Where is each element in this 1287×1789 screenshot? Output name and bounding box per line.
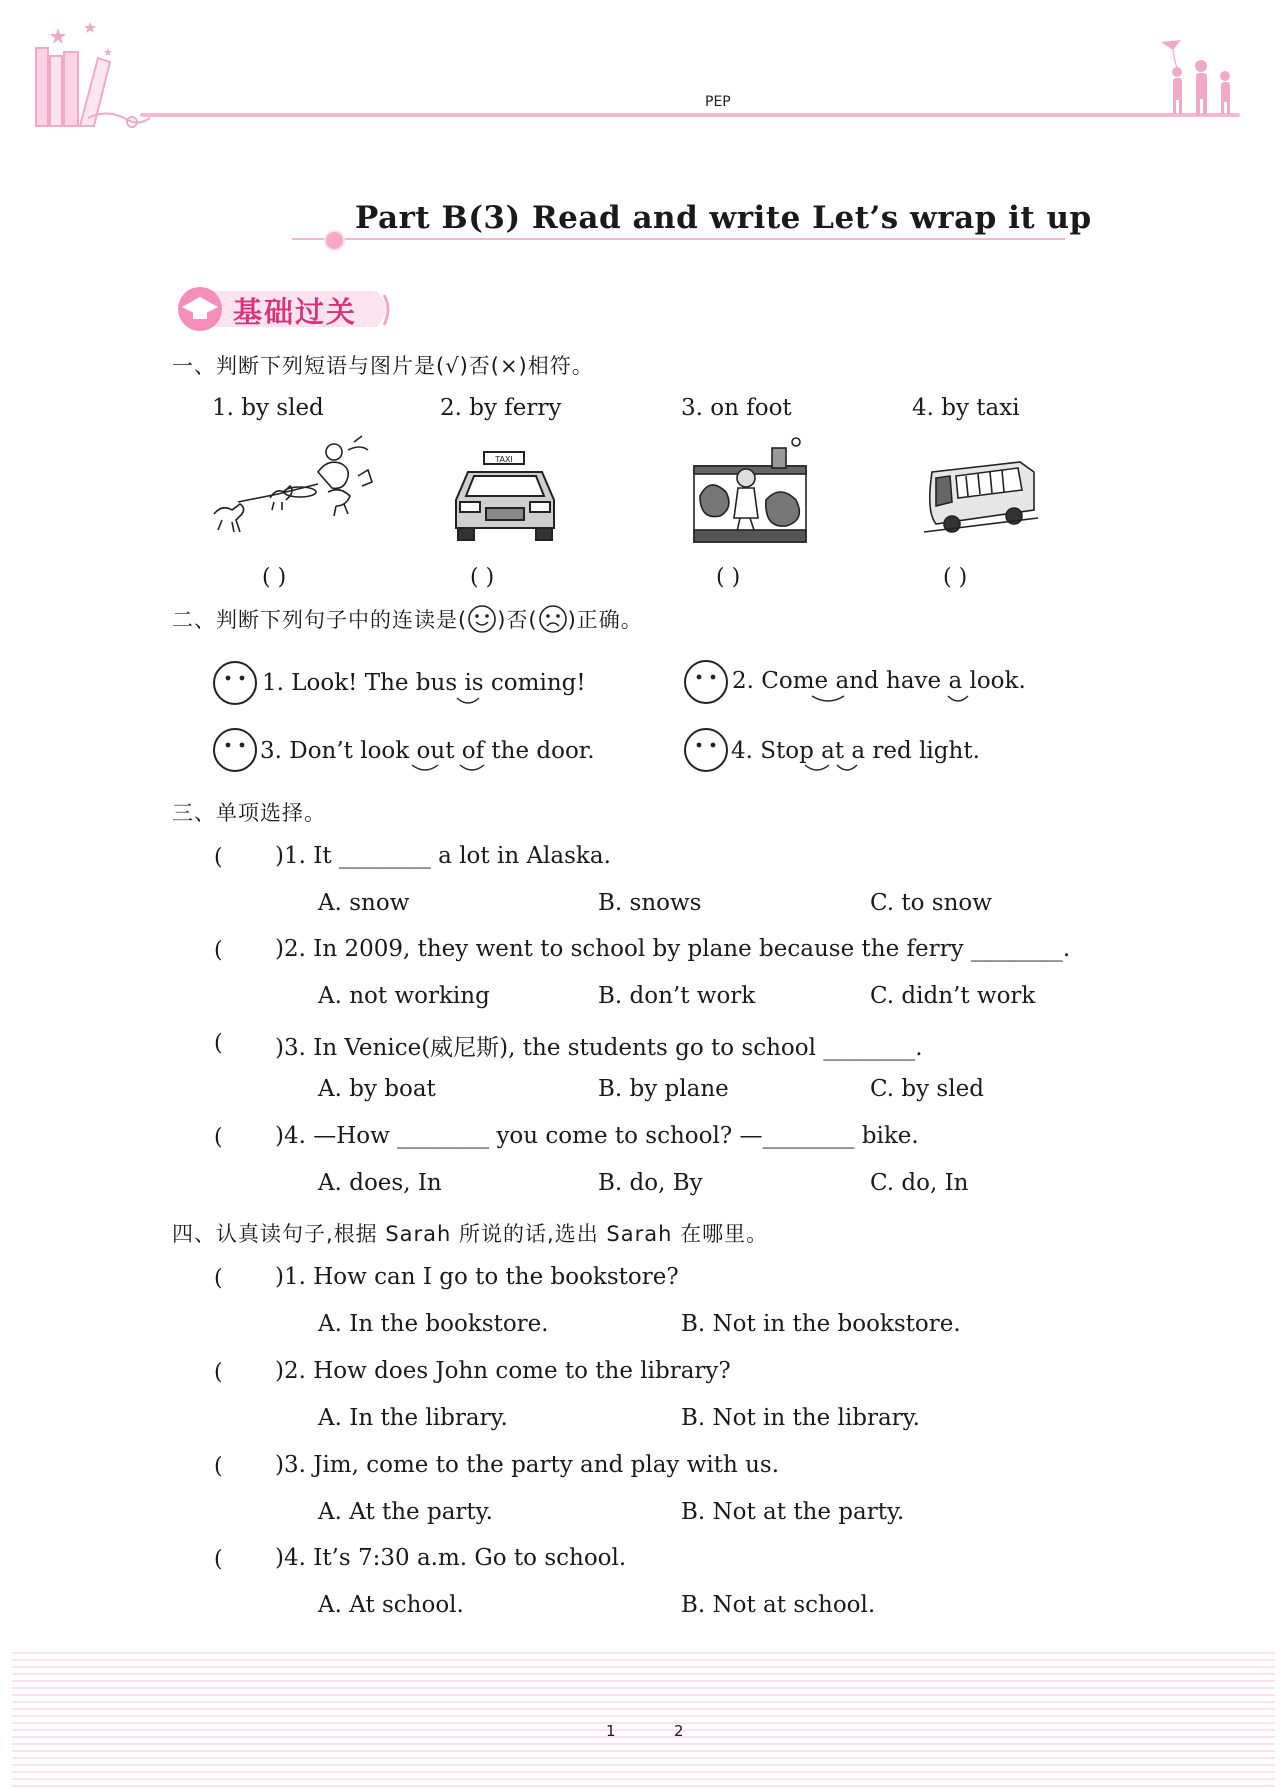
title-dot [324, 230, 345, 251]
s3-q4-stem: )4. —How ________ you come to school? —________ bike. [275, 1123, 919, 1149]
s3-q4-answer-paren[interactable]: ( [214, 1125, 223, 1150]
page-title: Part B(3) Read and write Let’s wrap it up [355, 200, 1092, 236]
s3-q3-answer-paren[interactable]: ( [214, 1031, 223, 1056]
s4-q3-option-a[interactable]: A. At the party. [318, 1499, 493, 1525]
s1-item2-label: 2. by ferry [440, 395, 562, 421]
liaison-mark [455, 696, 481, 706]
section1-heading: 一、判断下列短语与图片是(√)否(×)相符。 [172, 354, 594, 378]
s3-q1-answer-paren[interactable]: ( [214, 845, 223, 870]
s1-answer-blank-3[interactable]: ( ) [716, 565, 741, 590]
s4-q1-answer-paren[interactable]: ( [214, 1266, 223, 1291]
s3-q4-option-a[interactable]: A. does, In [318, 1170, 442, 1196]
s2-item2-text: Come and have a look. [761, 668, 1026, 694]
section3-heading: 三、单项选择。 [172, 801, 326, 825]
s4-q1-option-b[interactable]: B. Not in the bookstore. [681, 1311, 961, 1337]
page-number-right: 2 [674, 1722, 684, 1740]
s3-q2-option-a[interactable]: A. not working [318, 983, 490, 1009]
s4-q4-answer-paren[interactable]: ( [214, 1547, 223, 1572]
s3-q3-option-b[interactable]: B. by plane [598, 1076, 729, 1102]
s4-q2-answer-paren[interactable]: ( [214, 1360, 223, 1385]
page-number-left: 1 [606, 1722, 616, 1740]
s2-item4-num: 4. [731, 738, 753, 764]
s2-item4-text: Stop at a red light. [760, 738, 980, 764]
s2-item3 [260, 738, 595, 764]
series-label: PEP [705, 94, 731, 110]
s4-q1-stem: )1. How can I go to the bookstore? [275, 1264, 679, 1290]
liaison-mark [946, 694, 970, 704]
s2-item2 [732, 668, 1026, 694]
section2-heading-post: )正确。 [567, 608, 643, 632]
s1-item3-label: 3. on foot [681, 395, 792, 421]
book-stack-logo-icon [28, 18, 153, 133]
s4-q2-option-a[interactable]: A. In the library. [318, 1405, 508, 1431]
footer-band [12, 1652, 1275, 1789]
sad-face-icon [538, 604, 568, 634]
happy-face-icon [467, 604, 497, 634]
s4-q4-stem: )4. It’s 7:30 a.m. Go to school. [275, 1545, 627, 1571]
s1-answer-blank-4[interactable]: ( ) [943, 565, 968, 590]
s1-item4-label: 4. by taxi [912, 395, 1020, 421]
s4-q3-answer-paren[interactable]: ( [214, 1454, 223, 1479]
answer-face-blank-3[interactable] [212, 727, 258, 773]
s3-q2-answer-paren[interactable]: ( [214, 938, 223, 963]
s3-q1-option-a[interactable]: A. snow [318, 890, 410, 916]
s3-q4-option-c[interactable]: C. do, In [870, 1170, 969, 1196]
s3-q3-stem: )3. In Venice(威尼斯), the students go to school ________. [275, 1035, 923, 1061]
s2-item1-num: 1. [262, 670, 284, 696]
liaison-mark [803, 763, 831, 773]
liaison-mark [835, 763, 859, 773]
s1-item1-label: 1. by sled [212, 395, 324, 421]
s3-q1-option-c[interactable]: C. to snow [870, 890, 992, 916]
section2-heading-pre: 二、判断下列句子中的连读是( [172, 608, 468, 632]
s2-item3-num: 3. [260, 738, 282, 764]
section4-heading: 四、认真读句子,根据 Sarah 所说的话,选出 Sarah 在哪里。 [172, 1222, 769, 1246]
s4-q3-option-b[interactable]: B. Not at the party. [681, 1499, 905, 1525]
section2-heading [172, 604, 643, 634]
s2-item1 [262, 670, 586, 696]
section-badge-label: 基础过关 [233, 295, 358, 329]
bus-picture [922, 452, 1042, 540]
answer-face-blank-1[interactable] [212, 660, 258, 706]
children-kite-icon [1155, 38, 1245, 118]
taxi-picture [450, 450, 560, 542]
s4-q2-option-b[interactable]: B. Not in the library. [681, 1405, 920, 1431]
s3-q2-option-c[interactable]: C. didn’t work [870, 983, 1036, 1009]
s3-q2-stem: )2. In 2009, they went to school by plane because the ferry ________. [275, 936, 1071, 962]
s4-q4-option-b[interactable]: B. Not at school. [681, 1592, 876, 1618]
s3-q3-option-c[interactable]: C. by sled [870, 1076, 984, 1102]
answer-face-blank-2[interactable] [683, 659, 729, 705]
s3-q2-option-b[interactable]: B. don’t work [598, 983, 756, 1009]
svg-text:TAXI: TAXI [495, 455, 513, 464]
s1-answer-blank-1[interactable]: ( ) [262, 565, 287, 590]
liaison-mark [410, 763, 440, 773]
s2-item3-text: Don’t look out of the door. [289, 738, 595, 764]
answer-face-blank-4[interactable] [683, 727, 729, 773]
s4-q2-stem: )2. How does John come to the library? [275, 1358, 731, 1384]
s4-q1-option-a[interactable]: A. In the bookstore. [318, 1311, 549, 1337]
s1-answer-blank-2[interactable]: ( ) [470, 565, 495, 590]
s3-q1-stem: )1. It ________ a lot in Alaska. [275, 843, 611, 869]
liaison-mark [810, 694, 846, 704]
s4-q3-stem: )3. Jim, come to the party and play with us. [275, 1452, 780, 1478]
liaison-mark [458, 763, 486, 773]
s3-q4-option-b[interactable]: B. do, By [598, 1170, 703, 1196]
dog-sled-picture [208, 432, 378, 552]
girl-walking-picture [692, 436, 810, 546]
title-rule [292, 238, 1065, 240]
section2-heading-mid: )否( [497, 608, 538, 632]
s2-item1-text: Look! The bus is coming! [291, 670, 586, 696]
s3-q3-option-a[interactable]: A. by boat [318, 1076, 436, 1102]
s2-item4 [731, 738, 980, 764]
header-rule [140, 113, 1240, 117]
s4-q4-option-a[interactable]: A. At school. [318, 1592, 464, 1618]
s3-q1-option-b[interactable]: B. snows [598, 890, 702, 916]
s2-item2-num: 2. [732, 668, 754, 694]
